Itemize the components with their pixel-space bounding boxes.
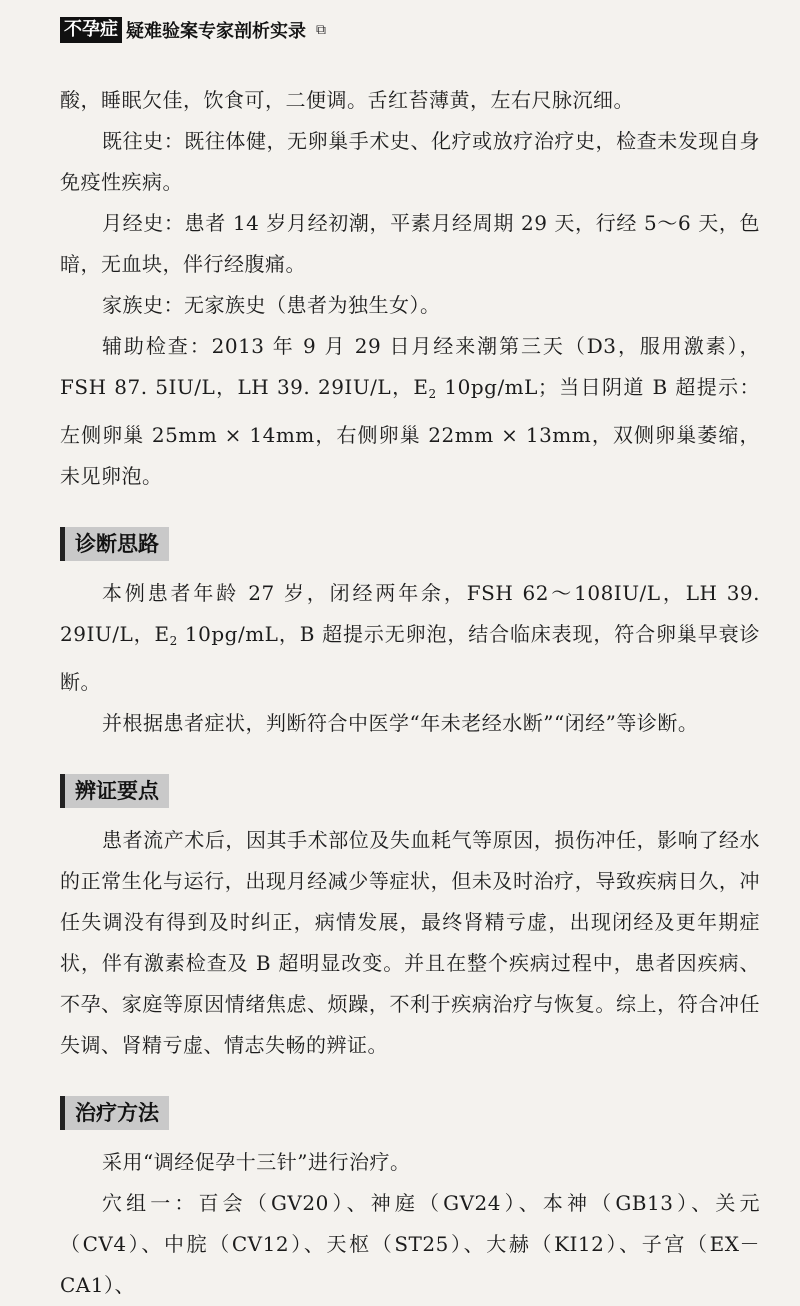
exam-text-a: 辅助检查：2013 年 9 月 29 日月经来潮第三天（D3，服用激素），FSH 87. 5IU/L，LH 39. 29IU/L，E [60, 334, 760, 399]
paragraph-auxiliary-exam [60, 326, 760, 497]
book-badge: 不孕症 [60, 17, 122, 43]
paragraph-tcm-diagnosis: 并根据患者症状，判断符合中医学“年未老经水断”“闭经”等诊断。 [102, 711, 699, 735]
paragraph-family-history: 家族史：无家族史（患者为独生女）。 [102, 293, 441, 317]
diagnosis-text-a: 本例患者年龄 27 岁，闭经两年余，FSH 62～108IU/L，LH 39. 29IU/L，E [60, 581, 760, 646]
book-title: 疑难验案专家剖析实录 [126, 21, 306, 42]
exam-subscript: 2 [428, 387, 437, 401]
paragraph-past-history: 既往史：既往体健，无卵巢手术史、化疗或放疗治疗史，检查未发现自身免疫性疾病。 [60, 129, 760, 194]
page-body [60, 80, 760, 1306]
paragraph-treatment-method: 采用“调经促孕十三针”进行治疗。 [102, 1150, 411, 1174]
section-heading-treatment: 治疗方法 [60, 1096, 169, 1130]
exam-text-b: 10pg/mL；当日阴道 B 超提示：左侧卵巢 25mm × 14mm，右侧卵巢 22mm × 13mm，双侧卵巢萎缩，未见卵泡。 [60, 375, 760, 488]
paragraph-symptoms: 酸，睡眠欠佳，饮食可，二便调。舌红苔薄黄，左右尺脉沉细。 [60, 88, 634, 112]
section-heading-diagnosis: 诊断思路 [60, 527, 169, 561]
paragraph-diagnosis [60, 573, 760, 703]
diagnosis-subscript: 2 [169, 634, 178, 648]
running-head [60, 16, 326, 44]
paragraph-acupoint-group-1: 穴组一：百会（GV20）、神庭（GV24）、本神（GB13）、关元（CV4）、中脘（CV12）、天枢（ST25）、大赫（KI12）、子宫（EX－CA1）、 [60, 1191, 760, 1297]
paragraph-menstrual-history: 月经史：患者 14 岁月经初潮，平素月经周期 29 天，行经 5～6 天，色暗，无血块，伴行经腹痛。 [60, 211, 760, 276]
diagnosis-text-b: 10pg/mL，B 超提示无卵泡，结合临床表现，符合卵巢早衰诊断。 [60, 622, 760, 694]
page-header [0, 0, 800, 56]
page-icon: ⧉ [316, 22, 326, 38]
paragraph-syndrome: 患者流产术后，因其手术部位及失血耗气等原因，损伤冲任，影响了经水的正常生化与运行，出现月经减少等症状，但未及时治疗，导致疾病日久，冲任失调没有得到及时纠正，病情发展，最终肾精亏虚，出现闭经及更年期症状，伴有激素检查及 B 超明显改变。并且在整个疾病过程中，患者因疾病、不孕、家庭等原因情绪焦虑、烦躁，不利于疾病治疗与恢复。综上，符合冲任失调、肾精亏虚、情志失畅的辨证。 [60, 828, 760, 1057]
section-heading-syndrome: 辨证要点 [60, 774, 169, 808]
